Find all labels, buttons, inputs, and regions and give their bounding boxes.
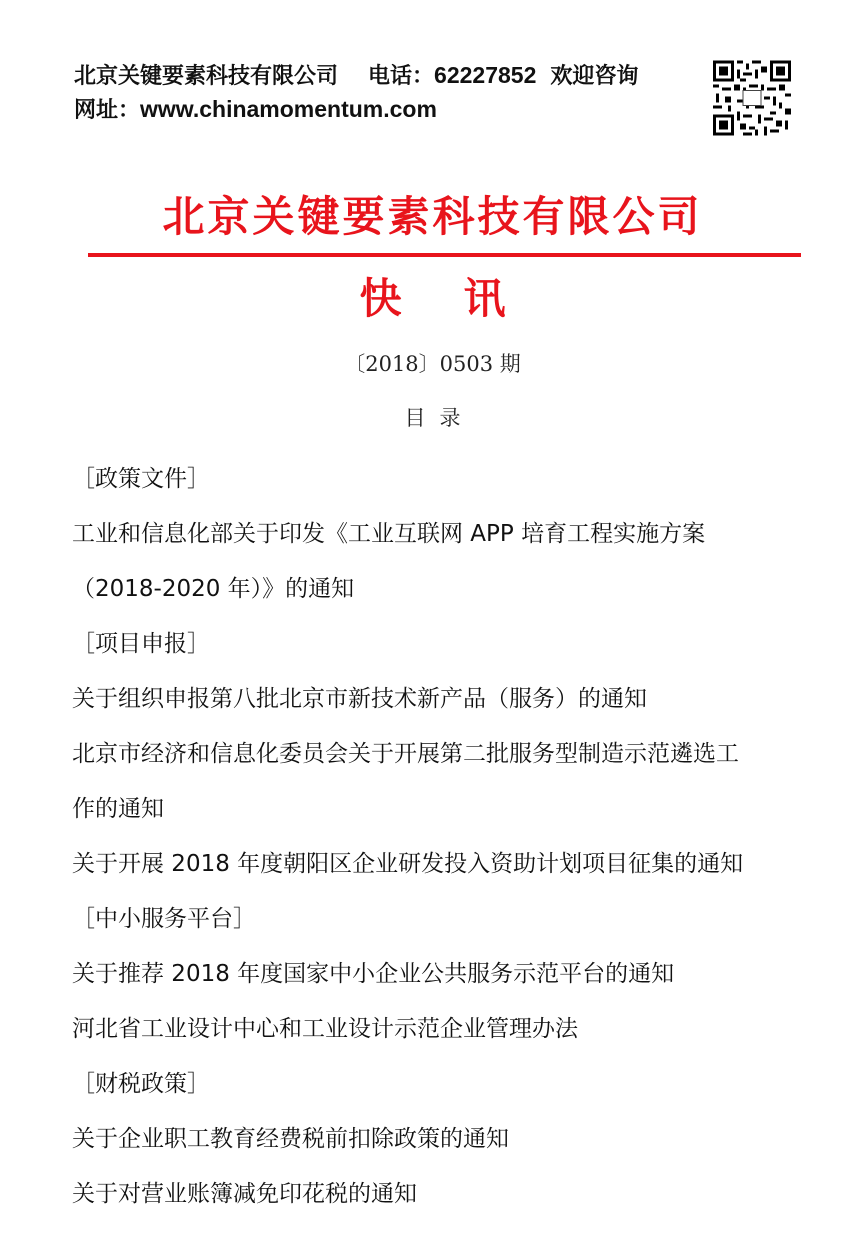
toc-item-project-2-line-2[interactable]: 作的通知	[72, 796, 164, 822]
website-link[interactable]: www.chinamomentum.com	[140, 96, 437, 122]
company-title: 北京关键要素科技有限公司	[162, 192, 703, 241]
contact-header	[74, 58, 714, 126]
contact-line-2	[74, 92, 714, 126]
toc-item-sme-2[interactable]: 河北省工业设计中心和工业设计示范企业管理办法	[72, 1016, 578, 1042]
toc-item-policy-1-line-1[interactable]: 工业和信息化部关于印发《工业互联网 APP 培育工程实施方案	[72, 521, 706, 547]
url-label: 网址：	[74, 98, 141, 123]
toc-item-tax-1[interactable]: 关于企业职工教育经费税前扣除政策的通知	[72, 1126, 509, 1152]
toc-item-tax-2[interactable]: 关于对营业账簿减免印花税的通知	[72, 1181, 417, 1207]
issue-number: 〔2018〕0503 期	[344, 352, 521, 376]
table-of-contents	[72, 452, 807, 1222]
qr-code-icon	[713, 60, 791, 136]
red-divider	[88, 253, 801, 257]
toc-item-sme-1[interactable]: 关于推荐 2018 年度国家中小企业公共服务示范平台的通知	[72, 961, 675, 987]
toc-item-project-2-line-1[interactable]: 北京市经济和信息化委员会关于开展第二批服务型制造示范遴选工	[72, 741, 739, 767]
category-project: ［项目申报］	[72, 631, 210, 657]
phone-label: 电话：	[368, 64, 435, 89]
toc-item-project-1[interactable]: 关于组织申报第八批北京市新技术新产品（服务）的通知	[72, 686, 647, 712]
welcome-text: 欢迎咨询	[550, 64, 639, 89]
category-policy: ［政策文件］	[72, 466, 210, 492]
category-sme: ［中小服务平台］	[72, 906, 256, 932]
category-tax: ［财税政策］	[72, 1071, 210, 1097]
toc-title: 目录	[404, 406, 475, 430]
phone-number[interactable]: 62227852	[434, 62, 537, 88]
contact-line-1	[74, 58, 714, 92]
bulletin-title: 快讯	[359, 274, 568, 323]
header-company: 北京关键要素科技有限公司	[74, 64, 339, 89]
toc-item-project-3[interactable]: 关于开展 2018 年度朝阳区企业研发投入资助计划项目征集的通知	[72, 851, 744, 877]
toc-item-policy-1-line-2[interactable]: （2018-2020 年）》的通知	[72, 576, 355, 602]
